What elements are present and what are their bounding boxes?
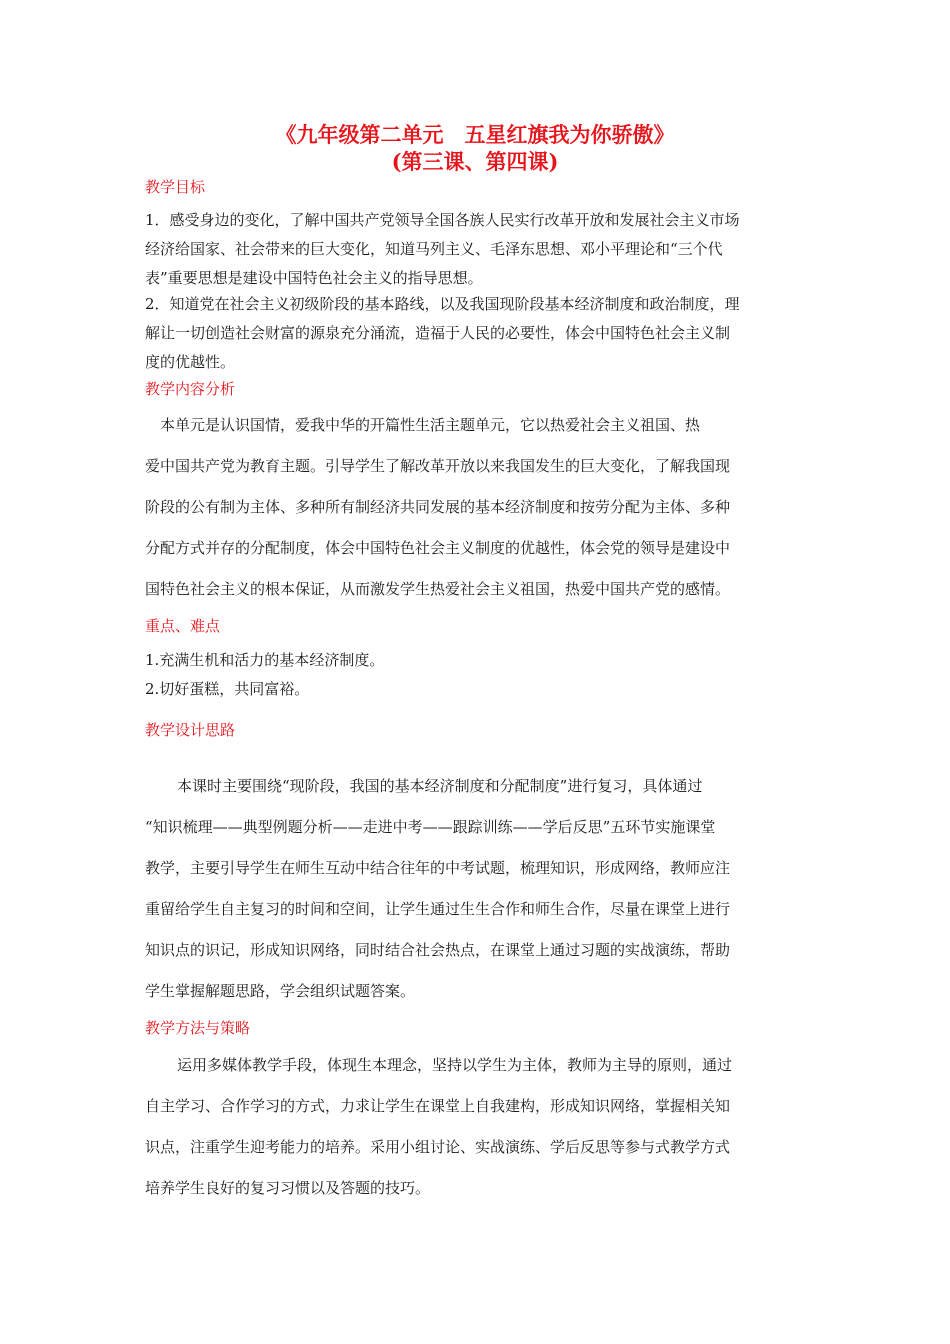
text-line: 2．知道党在社会主义初级阶段的基本路线，以及我国现阶段基本经济制度和政治制度，理 [145,295,740,313]
text-line: 自主学习、合作学习的方式，力求让学生在课堂上自我建构，形成知识网络，掌握相关知 [145,1097,731,1115]
goals-paragraph-2 [145,290,806,377]
text-line: 表”重要思想是建设中国特色社会主义的指导思想。 [145,269,483,287]
text-line: 重留给学生自主复习的时间和空间，让学生通过生生合作和师生合作，尽量在课堂上进行 [145,900,731,918]
text-line: 经济给国家、社会带来的巨大变化，知道马列主义、毛泽东思想、邓小平理论和“三个代 [145,240,723,258]
text-line: 学生掌握解题思路，学会组织试题答案。 [145,982,416,1000]
design-ideas-paragraph [145,766,806,1012]
text-line: 教学，主要引导学生在师生互动中结合往年的中考试题，梳理知识，形成网络，教师应注 [145,859,731,877]
text-line: 培养学生良好的复习习惯以及答题的技巧。 [145,1179,431,1197]
text-line: 国特色社会主义的根本保证，从而激发学生热爱社会主义祖国，热爱中国共产党的感情。 [145,580,731,598]
document-title: 《九年级第二单元 五星红旗我为你骄傲》 [275,122,675,147]
section-heading-design-ideas: 教学设计思路 [145,721,236,739]
text-line: 度的优越性。 [145,353,236,371]
text-line: 本课时主要围绕“现阶段，我国的基本经济制度和分配制度”进行复习，具体通过 [177,777,703,795]
document-subtitle: (第三课、第四课) [391,149,559,174]
section-heading-methods: 教学方法与策略 [145,1019,251,1037]
content-analysis-paragraph [145,405,806,610]
goals-paragraph-1 [145,206,806,293]
text-line: 爱中国共产党为教育主题。引导学生了解改革开放以来我国发生的巨大变化，了解我国现 [145,457,731,475]
text-line: 阶段的公有制为主体、多种所有制经济共同发展的基本经济制度和按劳分配为主体、多种 [145,498,731,516]
list-item: 2.切好蛋糕，共同富裕。 [145,680,310,698]
section-heading-key-points: 重点、难点 [145,617,221,635]
text-line: 1．感受身边的变化，了解中国共产党领导全国各族人民实行改革开放和发展社会主义市场 [145,211,740,229]
text-line: 知识点的识记，形成知识网络，同时结合社会热点，在课堂上通过习题的实战演练，帮助 [145,941,731,959]
text-line: 运用多媒体教学手段，体现生本理念，坚持以学生为主体，教师为主导的原则，通过 [177,1056,733,1074]
text-line: 本单元是认识国情，爱我中华的开篇性生活主题单元，它以热爱社会主义祖国、热 [145,416,701,434]
text-line: 分配方式并存的分配制度，体会中国特色社会主义制度的优越性，体会党的领导是建设中 [145,539,731,557]
text-line: “知识梳理——典型例题分析——走进中考——跟踪训练——学后反思”五环节实施课堂 [145,818,716,836]
methods-paragraph [145,1045,806,1209]
key-points-list [145,646,806,704]
section-heading-teaching-goals: 教学目标 [145,178,206,196]
text-line: 识点，注重学生迎考能力的培养。采用小组讨论、实战演练、学后反思等参与式教学方式 [145,1138,731,1156]
text-line: 解让一切创造社会财富的源泉充分涌流，造福于人民的必要性，体会中国特色社会主义制 [145,324,731,342]
section-heading-content-analysis: 教学内容分析 [145,380,236,398]
list-item: 1.充满生机和活力的基本经济制度。 [145,651,385,669]
